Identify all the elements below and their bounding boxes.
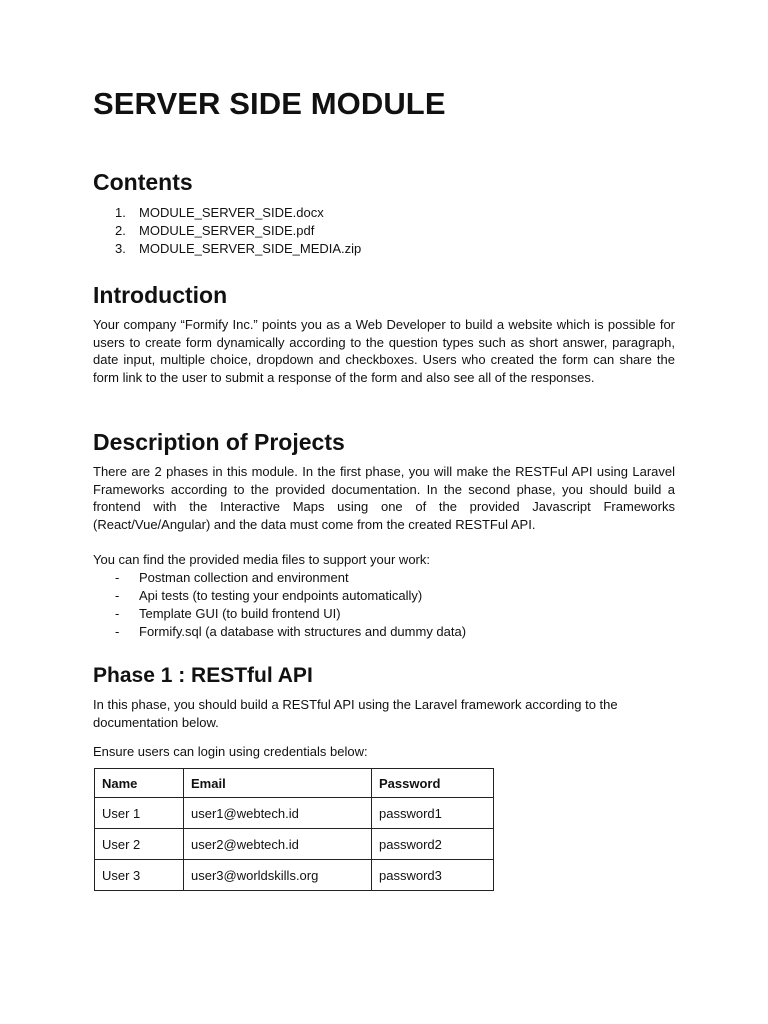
media-intro-text: You can find the provided media files to support your work: xyxy=(93,552,430,567)
cell-name: User 2 xyxy=(95,829,184,860)
cell-email: user3@worldskills.org xyxy=(184,860,372,891)
cell-name: User 1 xyxy=(95,798,184,829)
list-item-label: Template GUI (to build frontend UI) xyxy=(139,606,341,621)
column-header-name: Name xyxy=(95,769,184,798)
list-item xyxy=(115,587,466,605)
contents-heading: Contents xyxy=(93,169,193,195)
credentials-intro-text: Ensure users can login using credentials below: xyxy=(93,744,368,759)
description-paragraph: There are 2 phases in this module. In the first phase, you will make the RESTFul API using Laravel Frameworks according to the provided documentation. In the second phase, you should build a frontend with the Interactive Maps using one of the provided Javascript Frameworks (React/Vue/Angular) and the data must come from the created RESTFul API. xyxy=(93,464,675,532)
table-row xyxy=(95,829,494,860)
document-title: SERVER SIDE MODULE xyxy=(93,86,446,121)
list-item xyxy=(115,222,361,240)
cell-name: User 3 xyxy=(95,860,184,891)
cell-password: password2 xyxy=(372,829,494,860)
list-number: 1. xyxy=(115,205,126,220)
list-item-label: Postman collection and environment xyxy=(139,570,349,585)
cell-email: user1@webtech.id xyxy=(184,798,372,829)
list-bullet: - xyxy=(115,570,120,585)
list-bullet: - xyxy=(115,588,120,603)
list-item xyxy=(115,569,466,587)
credentials-table xyxy=(94,768,494,891)
description-heading: Description of Projects xyxy=(93,429,345,455)
introduction-heading: Introduction xyxy=(93,282,228,308)
cell-password: password1 xyxy=(372,798,494,829)
list-number: 2. xyxy=(115,223,126,238)
list-item-label: Api tests (to testing your endpoints automatically) xyxy=(139,588,423,603)
phase1-heading: Phase 1 : RESTful API xyxy=(93,664,313,687)
cell-password: password3 xyxy=(372,860,494,891)
column-header-email: Email xyxy=(184,769,372,798)
table-row xyxy=(95,798,494,829)
cell-email: user2@webtech.id xyxy=(184,829,372,860)
list-number: 3. xyxy=(115,241,126,256)
file-name: MODULE_SERVER_SIDE.pdf xyxy=(139,223,315,238)
file-name: MODULE_SERVER_SIDE_MEDIA.zip xyxy=(139,241,362,256)
list-item xyxy=(115,204,361,222)
table-header-row xyxy=(95,769,494,798)
media-files-list xyxy=(115,569,466,641)
list-item xyxy=(115,240,361,258)
list-bullet: - xyxy=(115,624,120,639)
list-item xyxy=(115,605,466,623)
list-item-label: Formify.sql (a database with structures and dummy data) xyxy=(139,624,467,639)
table-row xyxy=(95,860,494,891)
list-item xyxy=(115,623,466,641)
list-bullet: - xyxy=(115,606,120,621)
file-name: MODULE_SERVER_SIDE.docx xyxy=(139,205,324,220)
column-header-password: Password xyxy=(372,769,494,798)
contents-list xyxy=(115,204,361,258)
introduction-paragraph: Your company “Formify Inc.” points you as a Web Developer to build a website which is possible for users to create form dynamically according to the question types such as short answer, paragraph, date input, multiple choice, dropdown and checkboxes. Users who created the form can share the form link to the user to submit a response of the form and also see all of the responses. xyxy=(93,317,675,385)
phase1-paragraph: In this phase, you should build a RESTful API using the Laravel framework according to the documentation below. xyxy=(93,697,618,730)
